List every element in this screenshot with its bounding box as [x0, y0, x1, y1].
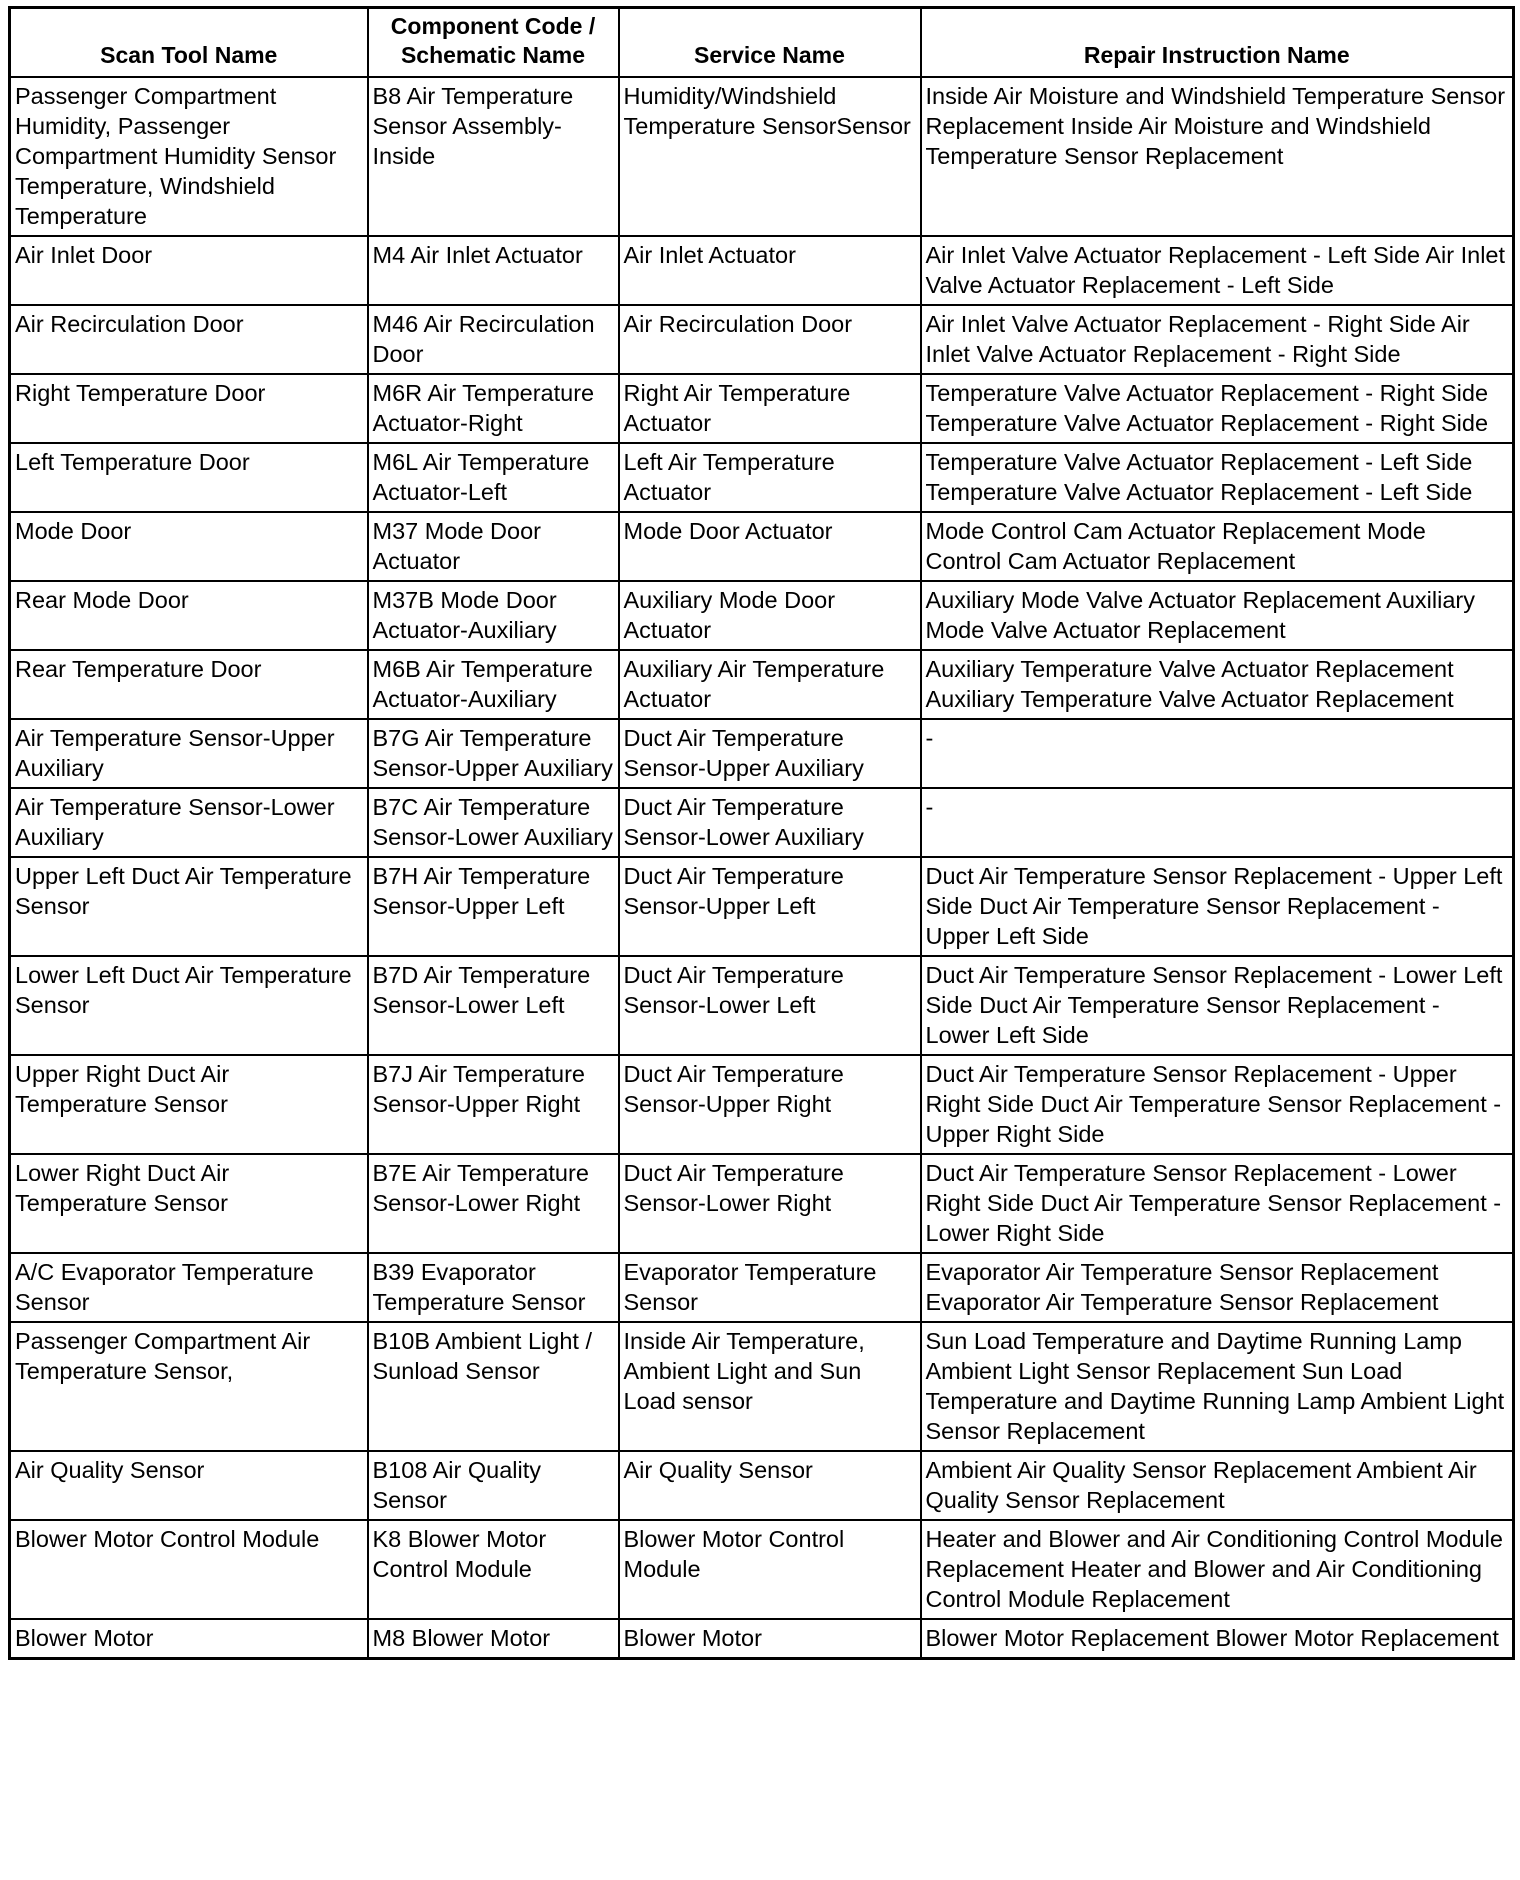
cell-service-name: Humidity/Windshield Temperature SensorSensor: [619, 77, 921, 236]
cell-service-name: Duct Air Temperature Sensor-Upper Auxiliary: [619, 719, 921, 788]
cell-service-name: Evaporator Temperature Sensor: [619, 1253, 921, 1322]
cell-scan-tool-name: Air Temperature Sensor-Upper Auxiliary: [10, 719, 368, 788]
cell-repair-instruction: Air Inlet Valve Actuator Replacement - Right Side Air Inlet Valve Actuator Replacement - Right Side: [921, 305, 1514, 374]
table-row: [10, 1451, 1514, 1520]
table-row: [10, 236, 1514, 305]
cell-component-code: M6B Air Temperature Actuator-Auxiliary: [368, 650, 619, 719]
table-row: [10, 1055, 1514, 1154]
cell-component-code: M6R Air Temperature Actuator-Right: [368, 374, 619, 443]
cell-repair-instruction: Ambient Air Quality Sensor Replacement Ambient Air Quality Sensor Replacement: [921, 1451, 1514, 1520]
cell-scan-tool-name: Rear Temperature Door: [10, 650, 368, 719]
cell-component-code: B7H Air Temperature Sensor-Upper Left: [368, 857, 619, 956]
cell-component-code: B10B Ambient Light / Sunload Sensor: [368, 1322, 619, 1451]
cell-repair-instruction: Duct Air Temperature Sensor Replacement - Upper Left Side Duct Air Temperature Sensor Replacement - Upper Left Side: [921, 857, 1514, 956]
cell-scan-tool-name: Lower Left Duct Air Temperature Sensor: [10, 956, 368, 1055]
cell-component-code: B8 Air Temperature Sensor Assembly-Inside: [368, 77, 619, 236]
table-row: [10, 443, 1514, 512]
cell-scan-tool-name: Air Temperature Sensor-Lower Auxiliary: [10, 788, 368, 857]
table-row: [10, 581, 1514, 650]
cell-scan-tool-name: Rear Mode Door: [10, 581, 368, 650]
table-row: [10, 1154, 1514, 1253]
cell-component-code: M37B Mode Door Actuator-Auxiliary: [368, 581, 619, 650]
cell-service-name: Auxiliary Mode Door Actuator: [619, 581, 921, 650]
table-row: [10, 77, 1514, 236]
cell-repair-instruction: Duct Air Temperature Sensor Replacement - Upper Right Side Duct Air Temperature Sensor Replacement - Upper Right Side: [921, 1055, 1514, 1154]
cell-component-code: M37 Mode Door Actuator: [368, 512, 619, 581]
cell-repair-instruction: Sun Load Temperature and Daytime Running Lamp Ambient Light Sensor Replacement Sun Load Temperature and Daytime Running Lamp Ambient Light Sensor Replacement: [921, 1322, 1514, 1451]
cell-repair-instruction: Duct Air Temperature Sensor Replacement - Lower Left Side Duct Air Temperature Sensor Replacement - Lower Left Side: [921, 956, 1514, 1055]
cell-component-code: B7C Air Temperature Sensor-Lower Auxiliary: [368, 788, 619, 857]
cell-component-code: K8 Blower Motor Control Module: [368, 1520, 619, 1619]
header-service-name: Service Name: [619, 8, 921, 78]
table-row: [10, 1322, 1514, 1451]
header-repair-instruction-name: Repair Instruction Name: [921, 8, 1514, 78]
cell-repair-instruction: Temperature Valve Actuator Replacement - Left Side Temperature Valve Actuator Replacement - Left Side: [921, 443, 1514, 512]
table-row: [10, 857, 1514, 956]
cell-repair-instruction: Duct Air Temperature Sensor Replacement - Lower Right Side Duct Air Temperature Sensor Replacement - Lower Right Side: [921, 1154, 1514, 1253]
cell-service-name: Air Inlet Actuator: [619, 236, 921, 305]
cell-scan-tool-name: Passenger Compartment Humidity, Passenger Compartment Humidity Sensor Temperature, Windshield Temperature: [10, 77, 368, 236]
component-table-container: [8, 6, 1512, 1660]
table-row: [10, 374, 1514, 443]
cell-scan-tool-name: A/C Evaporator Temperature Sensor: [10, 1253, 368, 1322]
cell-service-name: Duct Air Temperature Sensor-Lower Left: [619, 956, 921, 1055]
table-row: [10, 512, 1514, 581]
cell-service-name: Duct Air Temperature Sensor-Upper Left: [619, 857, 921, 956]
table-row: [10, 1253, 1514, 1322]
component-table: [8, 6, 1515, 1660]
cell-service-name: Duct Air Temperature Sensor-Upper Right: [619, 1055, 921, 1154]
cell-repair-instruction: Inside Air Moisture and Windshield Temperature Sensor Replacement Inside Air Moisture and Windshield Temperature Sensor Replacement: [921, 77, 1514, 236]
cell-repair-instruction: -: [921, 719, 1514, 788]
cell-repair-instruction: -: [921, 788, 1514, 857]
cell-scan-tool-name: Blower Motor: [10, 1619, 368, 1659]
cell-component-code: B7E Air Temperature Sensor-Lower Right: [368, 1154, 619, 1253]
cell-repair-instruction: Mode Control Cam Actuator Replacement Mode Control Cam Actuator Replacement: [921, 512, 1514, 581]
cell-repair-instruction: Auxiliary Temperature Valve Actuator Replacement Auxiliary Temperature Valve Actuator Replacement: [921, 650, 1514, 719]
cell-repair-instruction: Air Inlet Valve Actuator Replacement - Left Side Air Inlet Valve Actuator Replacement - Left Side: [921, 236, 1514, 305]
cell-service-name: Mode Door Actuator: [619, 512, 921, 581]
header-component-code: Component Code / Schematic Name: [368, 8, 619, 78]
cell-scan-tool-name: Passenger Compartment Air Temperature Sensor,: [10, 1322, 368, 1451]
cell-component-code: M4 Air Inlet Actuator: [368, 236, 619, 305]
table-row: [10, 1619, 1514, 1659]
cell-repair-instruction: Blower Motor Replacement Blower Motor Replacement: [921, 1619, 1514, 1659]
cell-scan-tool-name: Air Quality Sensor: [10, 1451, 368, 1520]
table-row: [10, 788, 1514, 857]
cell-scan-tool-name: Air Inlet Door: [10, 236, 368, 305]
cell-component-code: M8 Blower Motor: [368, 1619, 619, 1659]
cell-service-name: Blower Motor Control Module: [619, 1520, 921, 1619]
cell-repair-instruction: Evaporator Air Temperature Sensor Replacement Evaporator Air Temperature Sensor Replacement: [921, 1253, 1514, 1322]
cell-service-name: Duct Air Temperature Sensor-Lower Right: [619, 1154, 921, 1253]
cell-scan-tool-name: Blower Motor Control Module: [10, 1520, 368, 1619]
table-header-row: [10, 8, 1514, 78]
cell-scan-tool-name: Air Recirculation Door: [10, 305, 368, 374]
cell-scan-tool-name: Upper Left Duct Air Temperature Sensor: [10, 857, 368, 956]
cell-scan-tool-name: Mode Door: [10, 512, 368, 581]
cell-component-code: B39 Evaporator Temperature Sensor: [368, 1253, 619, 1322]
cell-repair-instruction: Auxiliary Mode Valve Actuator Replacement Auxiliary Mode Valve Actuator Replacement: [921, 581, 1514, 650]
cell-service-name: Blower Motor: [619, 1619, 921, 1659]
cell-service-name: Duct Air Temperature Sensor-Lower Auxiliary: [619, 788, 921, 857]
table-row: [10, 650, 1514, 719]
cell-scan-tool-name: Upper Right Duct Air Temperature Sensor: [10, 1055, 368, 1154]
cell-service-name: Inside Air Temperature, Ambient Light and Sun Load sensor: [619, 1322, 921, 1451]
cell-service-name: Right Air Temperature Actuator: [619, 374, 921, 443]
cell-repair-instruction: Heater and Blower and Air Conditioning Control Module Replacement Heater and Blower and Air Conditioning Control Module Replacement: [921, 1520, 1514, 1619]
table-row: [10, 1520, 1514, 1619]
cell-component-code: B7D Air Temperature Sensor-Lower Left: [368, 956, 619, 1055]
table-row: [10, 719, 1514, 788]
cell-scan-tool-name: Lower Right Duct Air Temperature Sensor: [10, 1154, 368, 1253]
cell-service-name: Auxiliary Air Temperature Actuator: [619, 650, 921, 719]
header-scan-tool-name: Scan Tool Name: [10, 8, 368, 78]
cell-component-code: B7J Air Temperature Sensor-Upper Right: [368, 1055, 619, 1154]
table-row: [10, 956, 1514, 1055]
cell-service-name: Left Air Temperature Actuator: [619, 443, 921, 512]
cell-scan-tool-name: Left Temperature Door: [10, 443, 368, 512]
cell-component-code: B108 Air Quality Sensor: [368, 1451, 619, 1520]
table-row: [10, 305, 1514, 374]
cell-component-code: B7G Air Temperature Sensor-Upper Auxiliary: [368, 719, 619, 788]
cell-component-code: M46 Air Recirculation Door: [368, 305, 619, 374]
cell-service-name: Air Recirculation Door: [619, 305, 921, 374]
cell-service-name: Air Quality Sensor: [619, 1451, 921, 1520]
cell-component-code: M6L Air Temperature Actuator-Left: [368, 443, 619, 512]
cell-repair-instruction: Temperature Valve Actuator Replacement - Right Side Temperature Valve Actuator Replacement - Right Side: [921, 374, 1514, 443]
cell-scan-tool-name: Right Temperature Door: [10, 374, 368, 443]
